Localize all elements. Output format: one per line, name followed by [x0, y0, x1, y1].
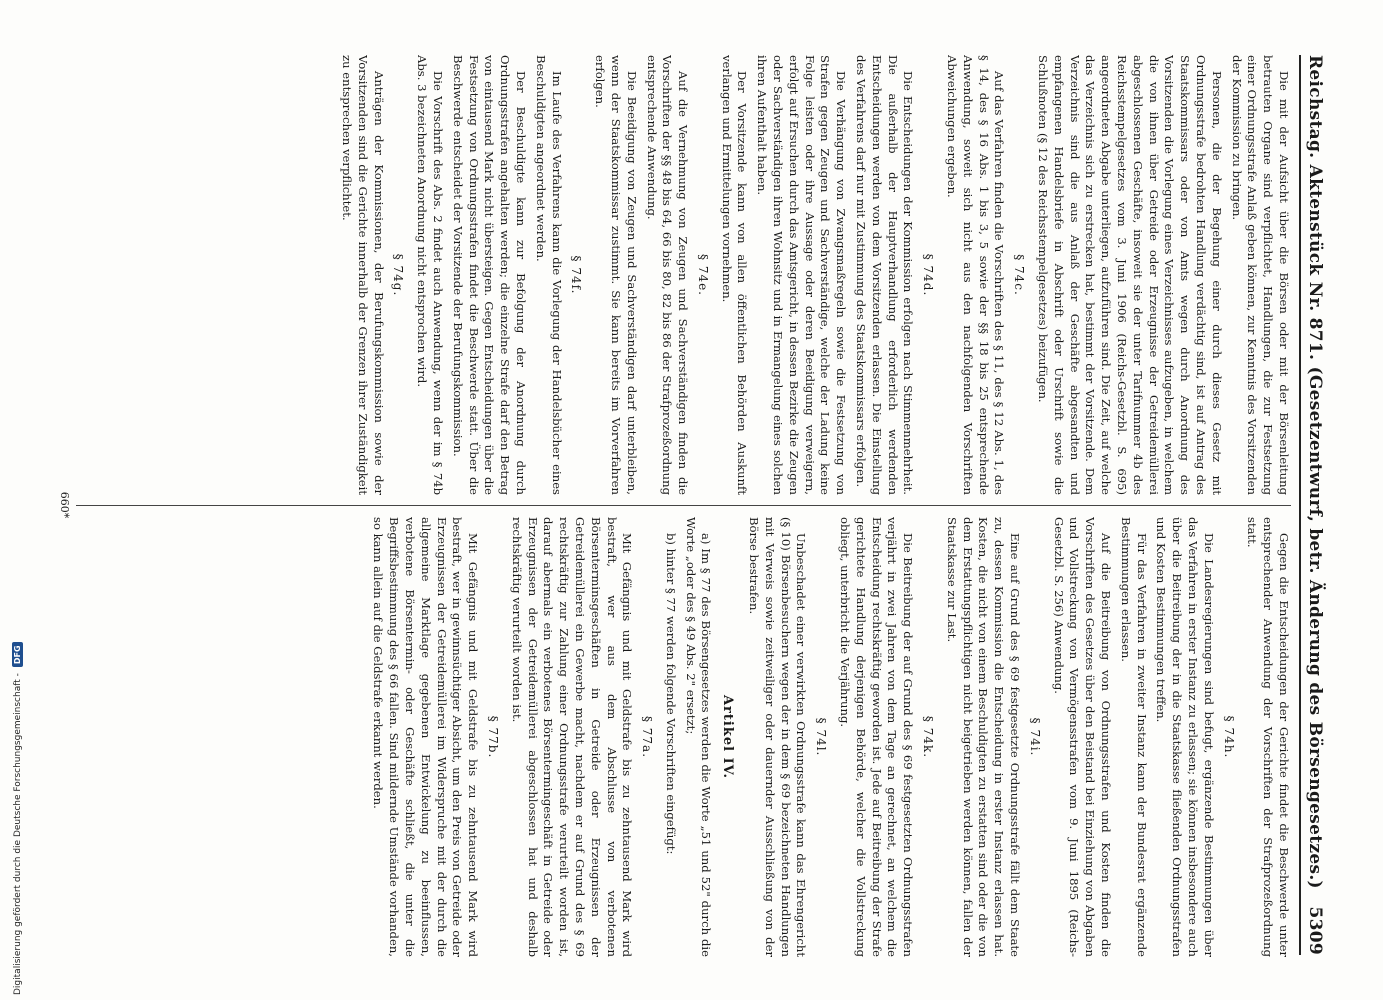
section-heading: § 74c. [1012, 254, 1027, 296]
paragraph: Die Beitreibung der auf Grund des § 69 festgesetzten Ordnungsstrafen verjährt in zwei Jahren von dem Tage an gerechnet, an welchem die Entscheidung rechtskräftig geworden ist. Jede auf Beitreibung der Strafe gerichtete Handlung derjenigen Behörde, welcher die Vollstreckung obliegt, unterbricht die Verjährung. [838, 517, 916, 957]
section-heading: § 77a. [640, 715, 655, 759]
section-heading: § 77b. [485, 715, 500, 759]
section-heading: § 74g. [391, 253, 406, 297]
page-title: Reichstag. Aktenstück Nr. 871. (Gesetzentwurf, betr. Änderung des Börsengesetzes.) [1305, 55, 1325, 889]
paragraph: Mit Gefängnis und mit Geldstrafe bis zu zehntausend Mark wird bestraft, wer in gewinnsüchtiger Absicht, um den Preis von Getreide oder Erzeugnissen der Getreidemüllerei im Widerspruche mit der durch die allgemeine Marktlage gegebenen Entwickelung zu beeinflussen, verbotene Börsentermin- oder Geschäfte schließt, die unter die Begriffsbestimmung des § 66 fallen. Sind mildernde Umstände vorhanden, so kann allein auf die Geldstrafe erkannt werden. [371, 517, 481, 957]
paragraph: Anträgen der Kommissionen, der Berufungskommission sowie der Vorsitzenden sind die Gerichte innerhalb der Grenzen ihrer Zuständigkeit zu entsprechen verpflichtet. [339, 55, 386, 495]
section-heading: § 74l. [814, 717, 829, 757]
left-column [76, 55, 1291, 495]
paragraph: Der Vorsitzende kann von allen öffentlichen Behörden Auskunft verlangen und Ermittelungen vornehmen. [719, 55, 750, 495]
paragraph: Für das Verfahren in zweiter Instanz kann der Bundesrat ergänzende Bestimmungen erlassen. [1118, 517, 1149, 957]
section-heading: § 74f. [569, 255, 584, 295]
section-heading: § 74d. [921, 253, 936, 297]
paragraph: a) Im § 77 des Börsengesetzes werden die Worte „51 und 52" durch die Worte „oder des § 49 Abs. 2" ersetzt; [683, 517, 714, 957]
paragraph: Der Beschuldigte kann zur Befolgung der Anordnung durch Ordnungsstrafen angehalten werden; die einzelne Strafe darf den Betrag von eintausend Mark nicht übersteigen. Gegen Entscheidungen über die Festsetzung von Ordnungsstrafen findet die Beschwerde statt. Über die Beschwerde entscheidet der Vorsitzende der Berufungskommission. [450, 55, 528, 495]
paragraph: Eine auf Grund des § 69 festgesetzte Ordnungsstrafe fällt dem Staate zu, dessen Kommission die Entscheidung in erster Instanz erlassen hat. Kosten, die nicht von einem Beschuldigten zu erstatten sind oder die von dem Erstattungspflichtigen nicht beigetrieben werden können, fallen der Staatskasse zur Last. [944, 517, 1023, 957]
paragraph: Gegen die Entscheidungen der Gerichte findet die Beschwerde unter entsprechender Anwendung der Vorschriften der Strafprozeßordnung statt. [1245, 517, 1291, 957]
section-heading: § 74i. [1027, 717, 1042, 757]
paragraph: Die Landesregierungen sind befugt, ergänzende Bestimmungen über das Verfahren in erster Instanz zu erlassen; sie können insbesondere auch über die Beitreibung der in die Staatskasse fließenden Ordnungsstrafen und Kosten Bestimmungen treffen. [1154, 517, 1216, 957]
paragraph: Die Entscheidungen der Kommission erfolgen nach Stimmenmehrheit. Die außerhalb der Hauptverhandlung erforderlich werdenden Entscheidungen werden von dem Vorsitzenden erlassen. Die Einstellung des Verfahrens darf nur mit Zustimmung des Staatskommissars erfolgen. [854, 55, 916, 495]
funding-text: Digitalisierung gefördert durch die Deutsche Forschungsgemeinschaft - [12, 673, 23, 995]
article-heading: Artikel IV. [720, 694, 736, 780]
paragraph: Unbeschadet einer verwirkten Ordnungsstrafe kann das Ehrengericht (§ 10) Börsenbesuchern wegen der in dem § 69 bezeichneten Handlungen mit Verweis sowie zeitweiliger oder dauernder Ausschließung von der Börse bestrafen. [747, 517, 809, 957]
sheet-number: 660* [58, 491, 71, 519]
funding-note [12, 642, 23, 995]
rotated-document-page [58, 55, 1331, 957]
page-number: 5309 [1305, 906, 1325, 955]
section-heading: § 74h. [1221, 715, 1236, 759]
paragraph: Die Vorschrift des Abs. 2 findet auch Anwendung, wenn der im § 74b Abs. 3 bezeichneten Anordnung nicht entsprochen wird. [415, 55, 445, 495]
column-divider [76, 505, 1291, 506]
page-header [1299, 55, 1331, 955]
right-column [76, 517, 1291, 957]
paragraph: Personen, die der Begehung einer durch dieses Gesetz mit Ordnungsstrafe bedrohten Handlung verdächtig sind, ist auf Antrag des Staatskommissars oder von Amts wegen durch Anordnung des Vorsitzenden die Vorlegung eines Verzeichnisses aufzugeben, in welchem die von ihnen über Getreide oder Erzeugnisse der Getreidemüllerei abgeschlossenen Geschäfte, insoweit sie der unter Tarifnummer 4b des Reichsstempelgesetzes vom 3. Juni 1906 (Reichs-Gesetzbl. S. 695) angeordneten Abgabe unterliegen, aufzuführen sind. Die Zeit, auf welche das Verzeichnis sich zu erstrecken hat, bestimmt der Vorsitzende. Dem Verzeichnis sind die aus Anlaß der Geschäfte abgesandten und empfangenen Handelsbriefe in Abschrift oder Urschrift sowie die Schlußnoten (§ 12 des Reichsstempelgesetzes) beizufügen. [1036, 55, 1224, 495]
dfg-logo: DFG [12, 642, 23, 667]
paragraph: Auf das Verfahren finden die Vorschriften des § 11, des § 12 Abs. 1, des § 14, des § 16 Abs. 1 bis 3, 5 sowie der §§ 18 bis 25 entsprechende Anwendung, soweit sich nicht aus den nachfolgenden Vorschriften Abweichungen ergeben. [945, 55, 1007, 495]
paragraph: Die Beeidigung von Zeugen und Sachverständigen darf unterbleiben, wenn der Staatskommissar zustimmt. Sie kann bereits im Vorverfahren erfolgen. [593, 55, 639, 495]
paragraph: b) hinter § 77 werden folgende Vorschriften eingefügt: [663, 533, 678, 855]
paragraph: Mit Gefängnis und mit Geldstrafe bis zu zehntausend Mark wird bestraft, wer aus dem Abschlusse von verbotenen Börsenterminsgeschäften in Getreide oder Erzeugnissen der Getreidemüllerei ein Gewerbe macht, nachdem er auf Grund des § 69 rechtskräftig zur Zahlung einer Ordnungsstrafe verurteilt worden ist, darauf abermals ein verbotenes Börsentermingeschäft in Getreide oder Erzeugnissen der Getreidemüllerei abgeschlossen hat und deshalb rechtskräftig verurteilt worden ist. [509, 517, 635, 957]
paragraph: Die mit der Aufsicht über die Börsen oder mit der Börsenleitung betrauten Organe sind verpflichtet, Handlungen, die zur Festsetzung einer Ordnungsstrafe Anlaß geben können, zur Kenntnis des Vorsitzenden der Kommission zu bringen. [1229, 55, 1291, 495]
paragraph: Auf die Vernehmung von Zeugen und Sachverständigen finden die Vorschriften der §§ 48 bis 64, 66 bis 80, 82 bis 86 der Strafprozeßordnung entsprechende Anwendung. [644, 55, 691, 495]
paragraph: Die Verhängung von Zwangsmaßregeln sowie die Festsetzung von Strafen gegen Zeugen und Sachverständige, welche der Ladung keine Folge leisten oder ihre Aussage oder deren Beeidigung verweigern, erfolgt auf Ersuchen durch das Amtsgericht, in dessen Bezirke die Zeugen oder Sachverständigen ihren Wohnsitz und in Ermangelung eines solchen ihren Aufenthalt haben. [755, 55, 849, 495]
paragraph: Auf die Beitreibung von Ordnungsstrafen und Kosten finden die Vorschriften des Gesetzes über den Beistand bei Einziehung von Abgaben und Vollstreckung von Vermögensstrafen vom 9. Juni 1895 (Reichs-Gesetzbl. S. 256) Anwendung. [1051, 517, 1114, 957]
paragraph: Im Laufe des Verfahrens kann die Vorlegung der Handelsbücher eines Beschuldigten angeordnet werden. [533, 55, 564, 495]
section-heading: § 74e. [695, 254, 710, 296]
section-heading: § 74k. [921, 715, 936, 759]
